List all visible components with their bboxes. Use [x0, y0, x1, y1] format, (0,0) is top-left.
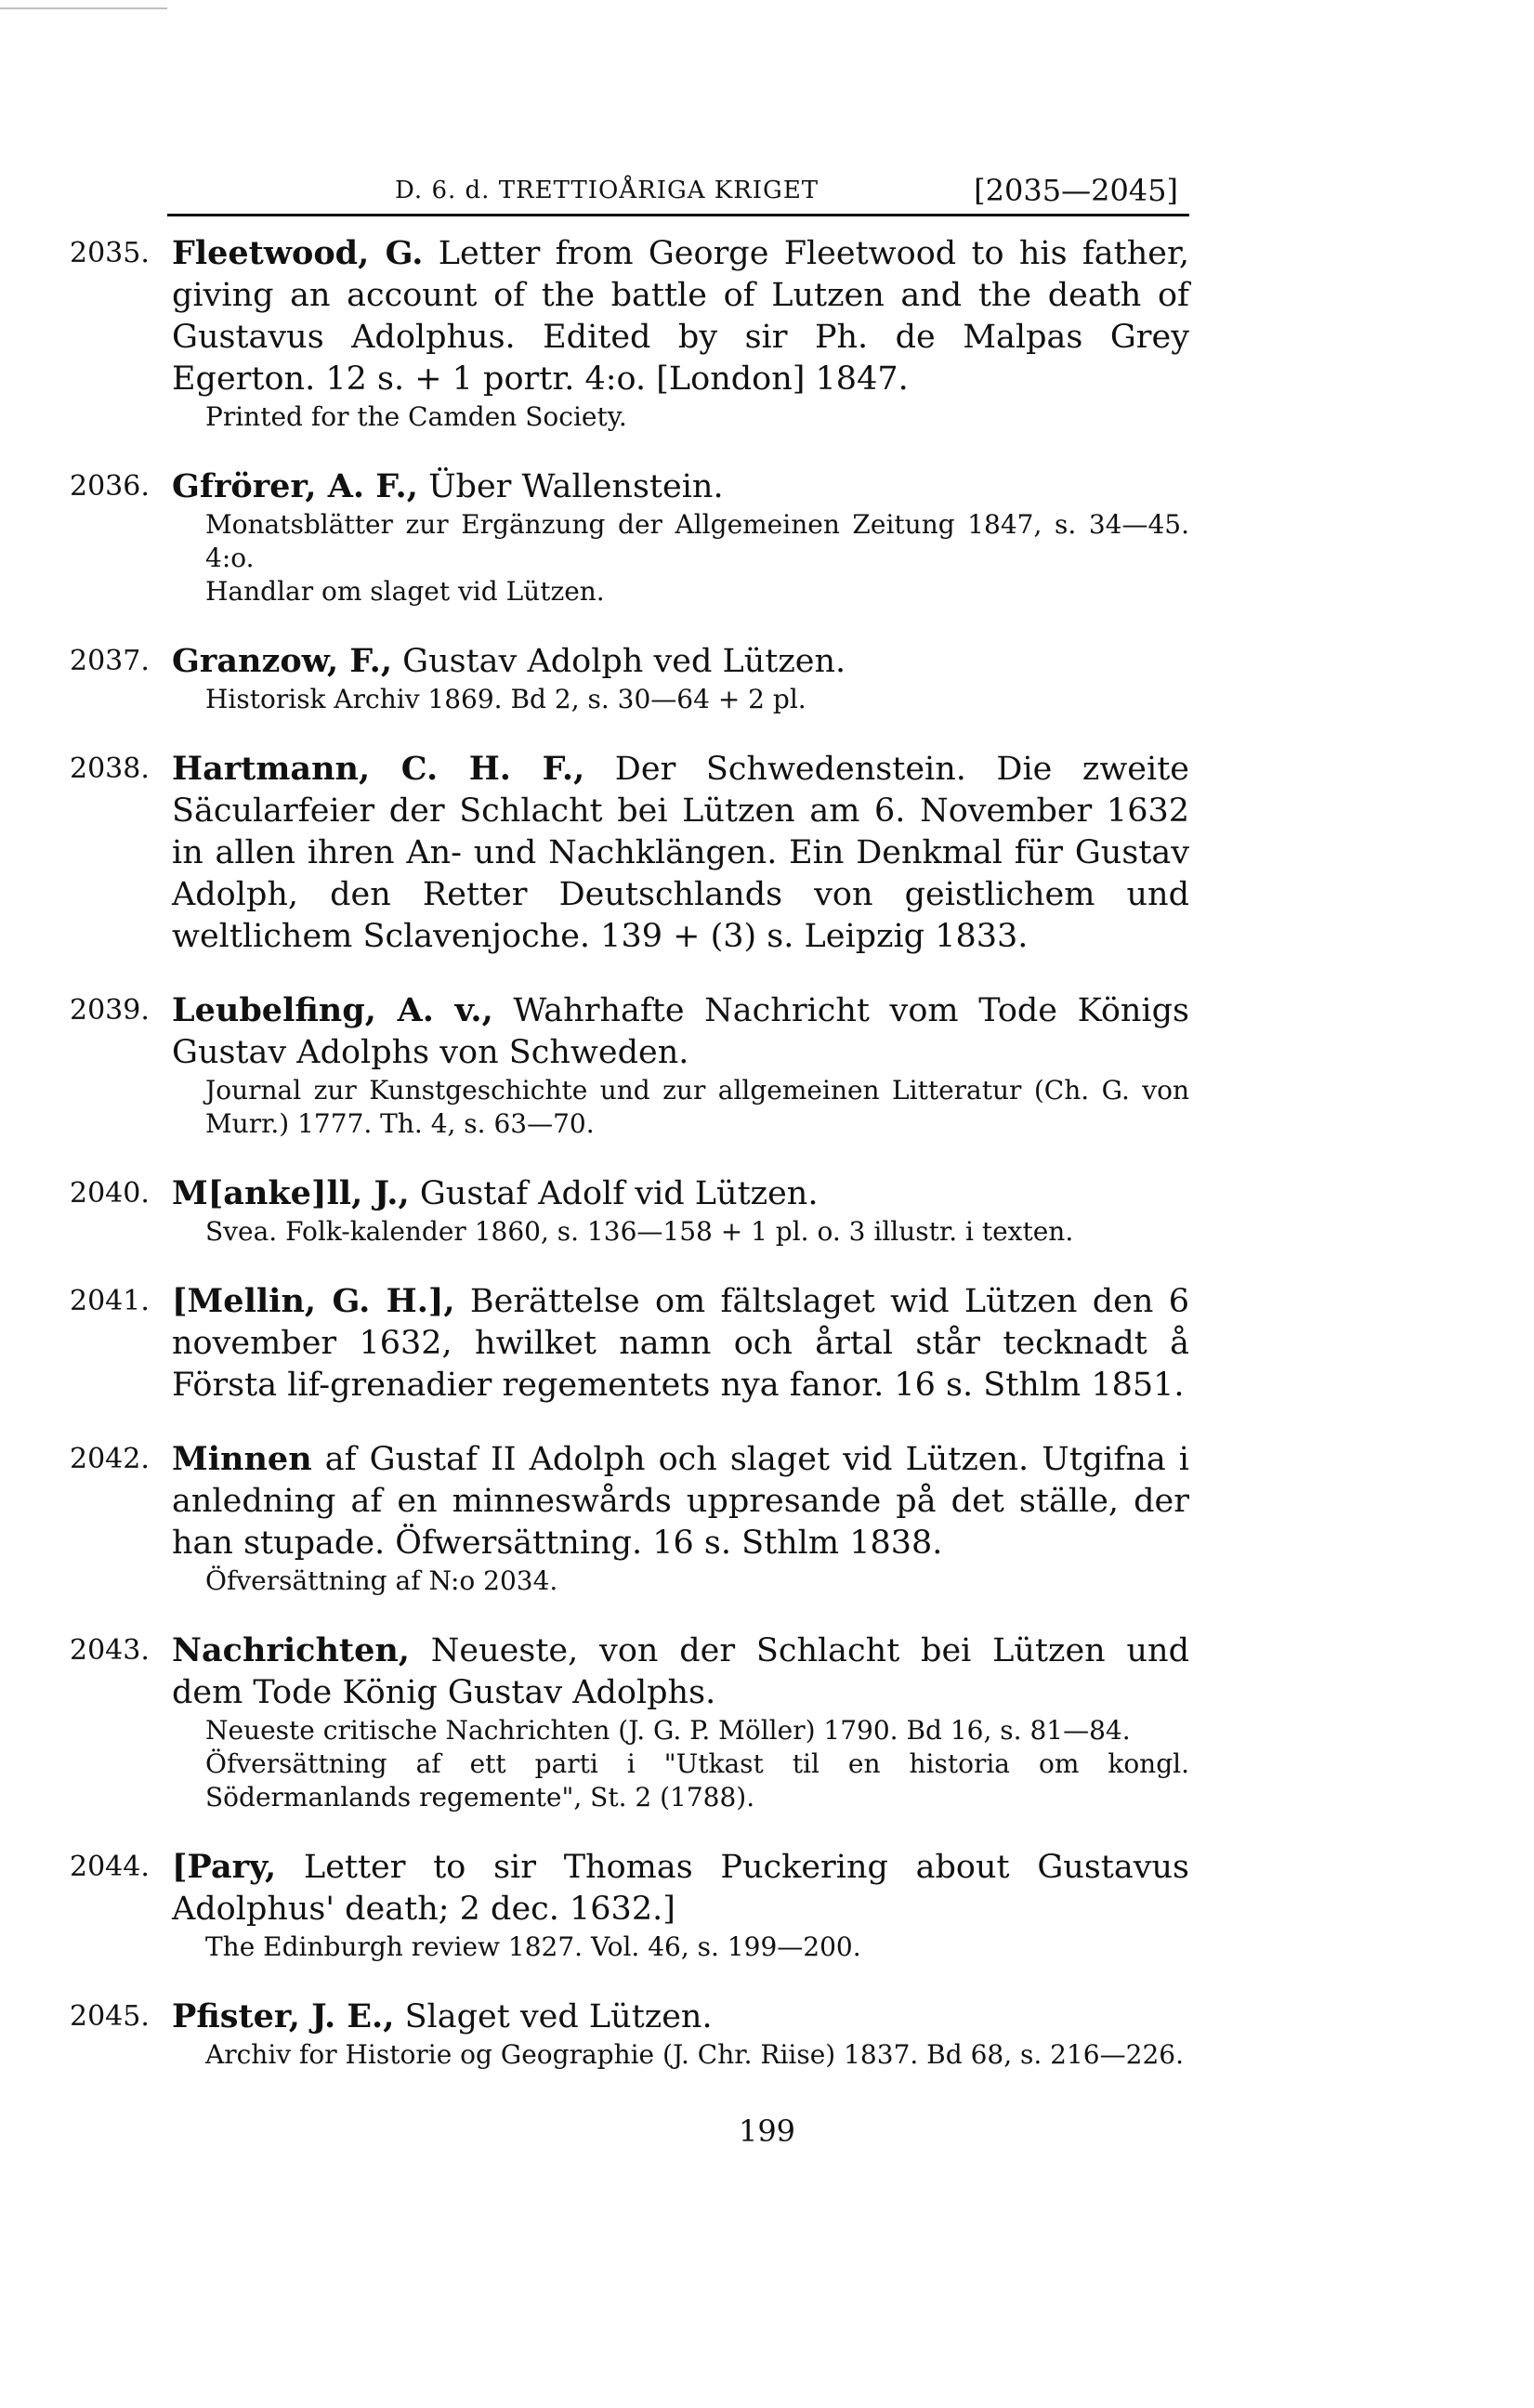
- entry-author: Gfrörer, A. F.,: [172, 467, 418, 505]
- entry-number: 2039.: [70, 994, 150, 1027]
- entry-author: Nachrichten,: [172, 1631, 410, 1669]
- entry-title: Neueste, von der Schlacht bei Lützen und dem Tode König Gustav Adolphs.: [172, 1632, 1189, 1711]
- entry-author: [Mellin, G. H.],: [172, 1282, 455, 1320]
- bibliography-entry: [70, 640, 1189, 716]
- entry-author: Hartmann, C. H. F.,: [172, 750, 585, 788]
- entry-citation: [172, 1846, 1189, 1930]
- entry-citation: [172, 748, 1189, 958]
- entry-citation: [172, 1280, 1189, 1407]
- bibliography-entry: [70, 1438, 1189, 1598]
- bibliography-entry: [70, 1846, 1189, 1964]
- entry-number: 2042.: [70, 1443, 150, 1475]
- entry-author: Fleetwood, G.: [172, 234, 424, 272]
- entry-note: Historisk Archiv 1869. Bd 2, s. 30—64 + 2 pl.: [205, 684, 806, 714]
- top-scan-rule: [0, 7, 167, 9]
- entry-note: Monatsblätter zur Ergänzung der Allgemeinen Zeitung 1847, s. 34—45. 4:o.: [205, 509, 1189, 573]
- bibliography-entry: [70, 1172, 1189, 1249]
- entry-citation: [172, 1629, 1189, 1714]
- entry-citation: [172, 989, 1189, 1074]
- bibliography-entry: [70, 989, 1189, 1141]
- page-number: 199: [738, 2114, 796, 2149]
- entry-citation: [172, 1996, 1189, 2038]
- entry-number: 2037.: [70, 645, 150, 677]
- bibliography-entry: [70, 465, 1189, 609]
- entry-title: Der Schwedenstein. Die zweite Säcularfeier der Schlacht bei Lützen am 6. November 1632 in allen ihren An- und Nachklängen. Ein Denkmal für Gustav Adolph, den Retter Deutschlands von geistlichem und weltlichem Sclavenjoche. 139 + (3) s. Leipzig 1833.: [172, 751, 1189, 955]
- header-entry-range: [2035—2045]: [974, 173, 1178, 208]
- entry-note: Archiv for Historie og Geographie (J. Chr. Riise) 1837. Bd 68, s. 216—226.: [205, 2039, 1184, 2070]
- entry-number: 2044.: [70, 1851, 150, 1883]
- bibliography-entries: [70, 232, 1189, 2103]
- entry-number: 2043.: [70, 1634, 150, 1667]
- entry-note: Öfversättning af ett parti i "Utkast til en historia om kongl. Södermanlands regemente", St. 2 (1788).: [205, 1748, 1189, 1813]
- bibliography-entry: [70, 1996, 1189, 2072]
- entry-title: af Gustaf II Adolph och slaget vid Lützen. Utgifna i anledning af en minneswårds uppresande på det ställe, der han stupade. Öfwersättning. 16 s. Sthlm 1838.: [172, 1441, 1189, 1562]
- entry-title: Gustaf Adolf vid Lützen.: [409, 1175, 819, 1212]
- entry-author: Pfister, J. E.,: [172, 1997, 395, 2035]
- entry-number: 2041.: [70, 1285, 150, 1317]
- entry-author: Granzow, F.,: [172, 642, 393, 680]
- entry-citation: [172, 232, 1189, 400]
- header-rule: [167, 214, 1189, 216]
- entry-note: The Edinburgh review 1827. Vol. 46, s. 199—200.: [205, 1931, 861, 1962]
- entry-author: Leubelfing, A. v.,: [172, 991, 493, 1029]
- entry-number: 2038.: [70, 752, 150, 785]
- entry-author: [Pary,: [172, 1848, 277, 1886]
- header-section-title: D. 6. d. TRETTIOÅRIGA KRIGET: [395, 177, 819, 204]
- entry-note: Neueste critische Nachrichten (J. G. P. Möller) 1790. Bd 16, s. 81—84.: [205, 1715, 1131, 1746]
- entry-note: Svea. Folk-kalender 1860, s. 136—158 + 1 pl. o. 3 illustr. i texten.: [205, 1216, 1074, 1247]
- entry-note: Journal zur Kunstgeschichte und zur allgemeinen Litteratur (Ch. G. von Murr.) 1777. Th. 4, s. 63—70.: [205, 1075, 1189, 1139]
- bibliography-entry: [70, 232, 1189, 434]
- bibliography-entry: [70, 748, 1189, 958]
- entry-note: Printed for the Camden Society.: [205, 401, 627, 432]
- bibliography-entry: [70, 1280, 1189, 1407]
- entry-author: M[anke]ll, J.,: [172, 1174, 410, 1212]
- entry-citation: [172, 640, 1189, 683]
- entry-title: Gustav Adolph ved Lützen.: [392, 643, 846, 680]
- bibliography-entry: [70, 1629, 1189, 1814]
- entry-title: Wahrhafte Nachricht vom Tode Königs Gustav Adolphs von Schweden.: [172, 992, 1189, 1071]
- entry-title: Berättelse om fältslaget wid Lützen den 6 november 1632, hwilket namn och årtal står tecknadt å Första lif-grenadier regementets nya fanor. 16 s. Sthlm 1851.: [172, 1283, 1189, 1404]
- entry-note: Öfversättning af N:o 2034.: [205, 1565, 558, 1596]
- entry-title: Letter from George Fleetwood to his father, giving an account of the battle of Lutzen and the death of Gustavus Adolphus. Edited by sir Ph. de Malpas Grey Egerton. 12 s. + 1 portr. 4:o. [London] 1847.: [172, 235, 1189, 398]
- entry-author: Minnen: [172, 1440, 312, 1478]
- running-header: [167, 173, 1189, 208]
- entry-title: Slaget ved Lützen.: [394, 1998, 713, 2035]
- entry-citation: [172, 1438, 1189, 1564]
- entry-citation: [172, 465, 1189, 508]
- entry-number: 2045.: [70, 2000, 150, 2033]
- entry-number: 2036.: [70, 470, 150, 503]
- entry-number: 2035.: [70, 237, 150, 269]
- entry-title: Letter to sir Thomas Puckering about Gustavus Adolphus' death; 2 dec. 1632.]: [172, 1849, 1189, 1928]
- entry-number: 2040.: [70, 1177, 150, 1210]
- entry-title: Über Wallenstein.: [417, 468, 724, 505]
- entry-citation: [172, 1172, 1189, 1215]
- entry-note: Handlar om slaget vid Lützen.: [205, 576, 605, 607]
